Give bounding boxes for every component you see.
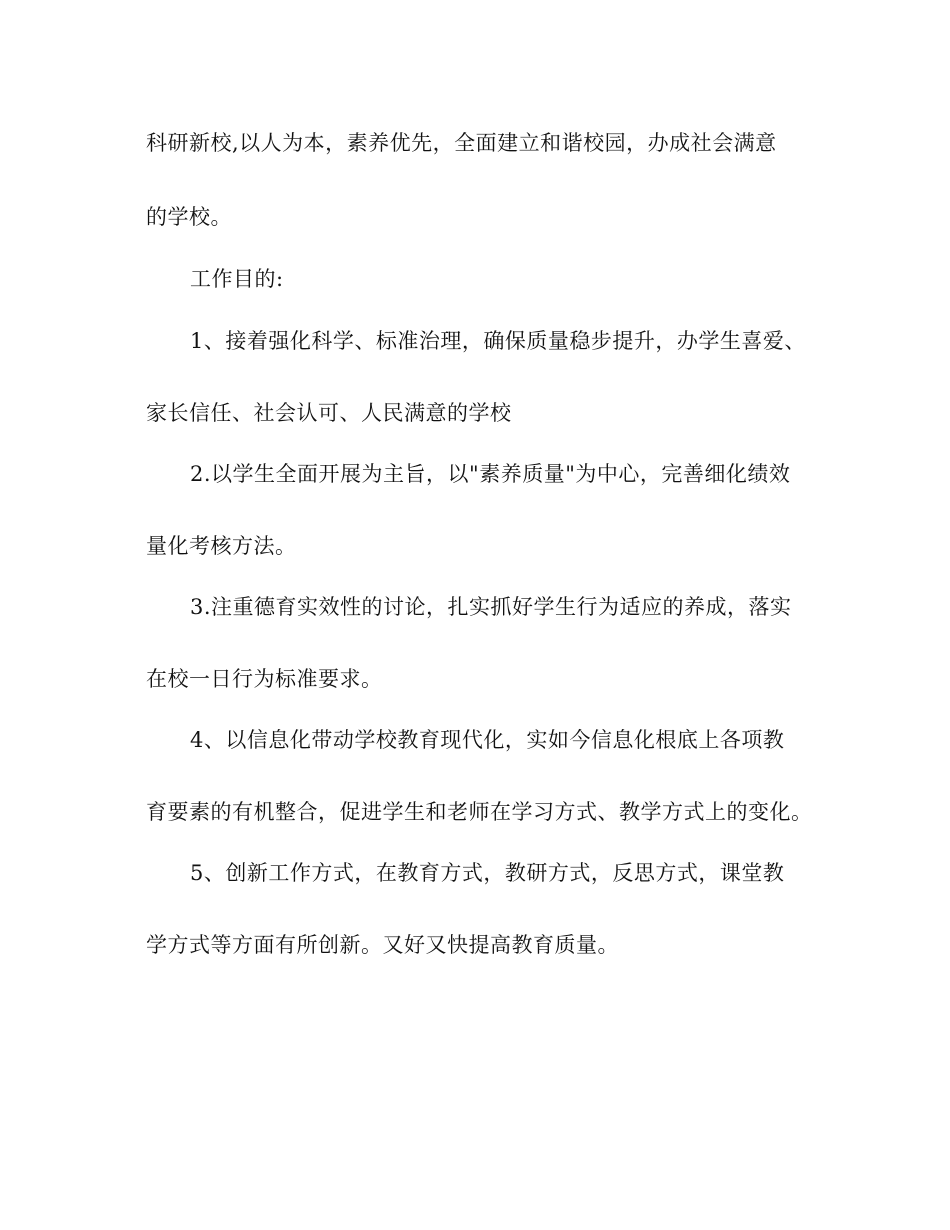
list-item-3-line: 在校一日行为标准要求。 <box>146 667 383 691</box>
list-item-5-line: 学方式等方面有所创新。又好又快提高教育质量。 <box>146 933 619 957</box>
list-item-5-line: 5、创新工作方式，在教育方式，教研方式，反思方式，课堂教 <box>190 861 785 885</box>
list-item-3-line: 3.注重德育实效性的讨论，扎实抓好学生行为适应的养成，落实 <box>190 595 792 619</box>
paragraph-line: 的学校。 <box>146 205 232 229</box>
list-item-2-line: 量化考核方法。 <box>146 534 297 558</box>
list-item-4-line: 4、以信息化带动学校教育现代化，实如今信息化根底上各项教 <box>190 728 785 752</box>
list-item-4-line: 育要素的有机整合，促进学生和老师在学习方式、教学方式上的变化。 <box>146 800 813 824</box>
list-item-2-line: 2.以学生全面开展为主旨，以"素养质量"为中心，完善细化绩效 <box>190 462 791 486</box>
list-item-1-line: 1、接着强化科学、标准治理，确保质量稳步提升，办学生喜爱、 <box>190 329 806 353</box>
list-item-1-line: 家长信任、社会认可、人民满意的学校 <box>146 401 512 425</box>
paragraph-line: 科研新校,以人为本，素养优先，全面建立和谐校园，办成社会满意 <box>146 131 777 155</box>
section-heading: 工作目的: <box>190 267 284 291</box>
